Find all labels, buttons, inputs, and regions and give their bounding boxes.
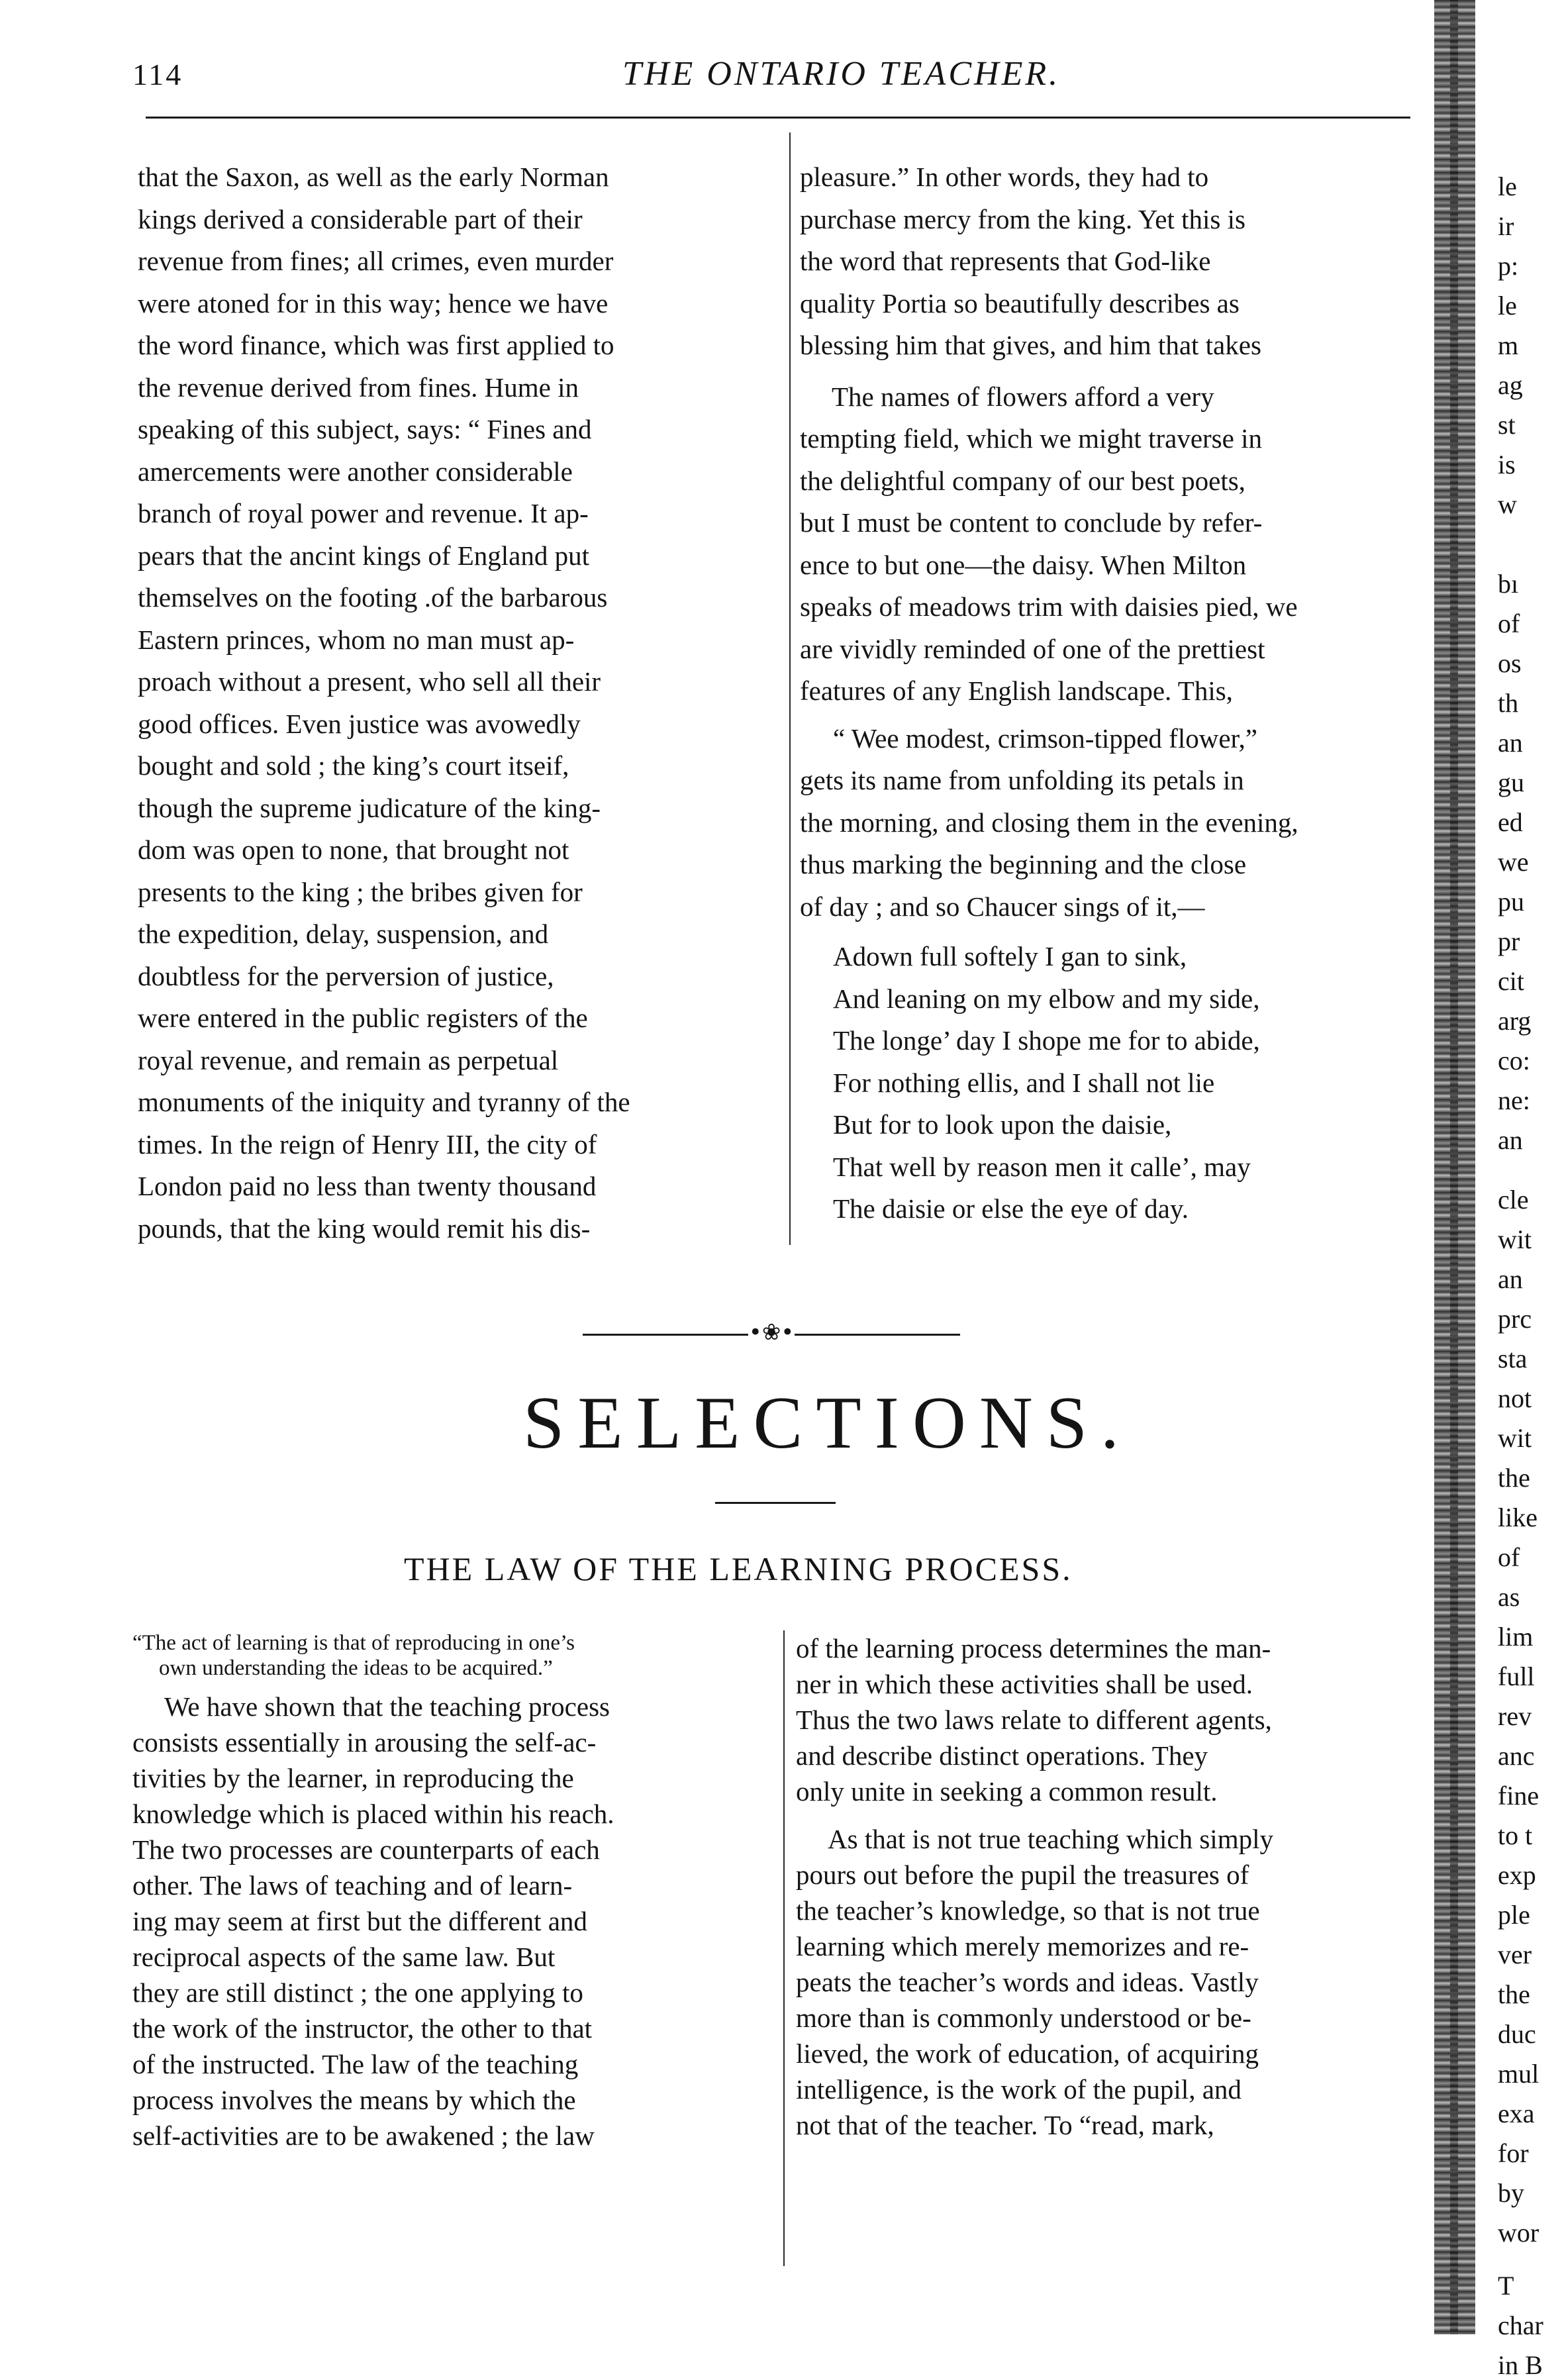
text-line: branch of royal power and revenue. It ap-	[138, 498, 589, 528]
cut-off-text-fragment: pu	[1498, 887, 1524, 917]
cut-off-text-fragment: arg	[1498, 1006, 1532, 1036]
text-line: they are still distinct ; the one applying to	[132, 1977, 583, 2008]
text-line: were entered in the public registers of the	[138, 1003, 588, 1033]
epigraph	[132, 1630, 775, 1681]
text-line: were atoned for in this way; hence we have	[138, 287, 609, 319]
verse-line: The daisie or else the eye of day.	[833, 1193, 1189, 1224]
cut-off-text-fragment: gu	[1498, 768, 1524, 797]
text-line: the word that represents that God-like	[800, 246, 1211, 276]
cut-off-text-fragment: to t	[1498, 1820, 1533, 1850]
cut-off-text-fragment: ver	[1498, 1940, 1532, 1969]
text-line: London paid no less than twenty thousand	[138, 1171, 597, 1201]
text-line: kings derived a considerable part of their	[138, 203, 583, 234]
cut-off-text-fragment: cle	[1498, 1185, 1529, 1215]
text-line: The names of flowers afford a very	[832, 381, 1214, 412]
cut-off-text-fragment: m	[1498, 330, 1519, 360]
cut-off-text-fragment: w	[1498, 489, 1517, 519]
text-line: presents to the king ; the bribes given for	[138, 876, 583, 907]
epigraph-line: “The act of learning is that of reproducing in one’s	[132, 1631, 575, 1655]
text-line: ence to but one—the daisy. When Milton	[800, 549, 1247, 580]
text-line: monuments of the iniquity and tyranny of the	[138, 1087, 630, 1117]
article-title: THE LAW OF THE LEARNING PROCESS.	[404, 1550, 1073, 1587]
cut-off-text-fragment: like	[1498, 1503, 1538, 1532]
page-header	[132, 48, 1410, 107]
cut-off-text-fragment: full	[1498, 1661, 1535, 1691]
body-paragraph	[800, 376, 1430, 713]
cut-off-text-fragment: prc	[1498, 1304, 1532, 1334]
cut-off-text-fragment: the	[1498, 1979, 1530, 2009]
text-line: good offices. Even justice was avowedly	[138, 708, 581, 739]
text-line: the delightful company of our best poets,	[800, 465, 1245, 496]
adjacent-page-edge	[1498, 0, 1562, 2380]
text-line: but I must be content to conclude by refer-	[800, 507, 1263, 538]
column-divider	[783, 1630, 785, 2266]
cut-off-text-fragment: of	[1498, 609, 1520, 638]
text-line: process involves the means by which the	[132, 2085, 576, 2115]
cut-off-text-fragment: we	[1498, 847, 1529, 877]
text-line: of day ; and so Chaucer sings of it,—	[800, 891, 1205, 922]
text-line: lieved, the work of education, of acquiring	[796, 2038, 1259, 2069]
text-line: gets its name from unfolding its petals in	[800, 765, 1244, 795]
cut-off-text-fragment: for	[1498, 2138, 1529, 2168]
text-line: dom was open to none, that brought not	[138, 834, 569, 865]
verse-line: The longe’ day I shope me for to abide,	[833, 1025, 1260, 1056]
cut-off-text-fragment: duc	[1498, 2019, 1536, 2049]
text-line: ing may seem at first but the different and	[132, 1906, 587, 1936]
section-ornament	[583, 1319, 960, 1346]
text-line: tivities by the learner, in reproducing the	[132, 1763, 574, 1793]
text-line: pears that the ancint kings of England put	[138, 540, 590, 571]
cut-off-text-fragment: ple	[1498, 1900, 1530, 1930]
cut-off-text-fragment: ir	[1498, 211, 1514, 241]
text-line: amercements were another considerable	[138, 456, 573, 487]
text-line: bought and sold ; the king’s court itseif,	[138, 750, 569, 781]
text-line: though the supreme judicature of the king-	[138, 792, 601, 823]
cut-off-text-fragment: cit	[1498, 966, 1524, 996]
cut-off-text-fragment: ne:	[1498, 1085, 1530, 1115]
text-line: quality Portia so beautifully describes as	[800, 287, 1240, 319]
binding-edge	[1450, 0, 1458, 2334]
cut-off-text-fragment: bı	[1498, 569, 1519, 599]
text-line: We have shown that the teaching process	[164, 1691, 610, 1722]
header-rule	[146, 117, 1410, 119]
column-divider	[789, 132, 791, 1245]
text-line: pleasure.” In other words, they had to	[800, 162, 1209, 192]
cut-off-text-fragment: ed	[1498, 807, 1523, 837]
text-line: more than is commonly understood or be-	[796, 2003, 1251, 2033]
cut-off-text-fragment: is	[1498, 450, 1516, 479]
cut-off-text-fragment: not	[1498, 1383, 1532, 1413]
text-line: features of any English landscape. This,	[800, 675, 1233, 706]
upper-right-column	[800, 156, 1430, 1230]
text-line: the revenue derived from fines. Hume in	[138, 372, 579, 403]
cut-off-text-fragment: lim	[1498, 1622, 1534, 1652]
page-number: 114	[132, 58, 183, 91]
body-paragraph	[800, 760, 1430, 928]
text-line: blessing him that gives, and him that takes	[800, 330, 1261, 360]
text-line: the work of the instructor, the other to that	[132, 2013, 593, 2044]
text-line: proach without a present, who sell all their	[138, 666, 601, 697]
text-line: the teacher’s knowledge, so that is not true	[796, 1895, 1260, 1926]
section-title: SELECTIONS.	[523, 1382, 1132, 1464]
text-line: ner in which these activities shall be used.	[796, 1669, 1253, 1699]
body-paragraph	[796, 1630, 1433, 1809]
cut-off-text-fragment: mul	[1498, 2059, 1539, 2089]
text-line: purchase mercy from the king. Yet this is	[800, 203, 1245, 234]
verse-line: For nothing ellis, and I shall not lie	[833, 1067, 1215, 1098]
cut-off-text-fragment: wit	[1498, 1423, 1532, 1453]
body-paragraph	[800, 156, 1430, 367]
cut-off-text-fragment: as	[1498, 1582, 1520, 1612]
cut-off-text-fragment: sta	[1498, 1344, 1528, 1373]
text-line: the morning, and closing them in the evening,	[800, 807, 1298, 838]
text-line: knowledge which is placed within his reach.	[132, 1799, 614, 1829]
text-line: are vividly reminded of one of the prettiest	[800, 633, 1265, 664]
text-line: As that is not true teaching which simply	[828, 1824, 1273, 1854]
cut-off-text-fragment: wor	[1498, 2218, 1539, 2248]
lower-left-column	[132, 1630, 775, 2154]
text-line: royal revenue, and remain as perpetual	[138, 1044, 559, 1075]
cut-off-text-fragment: le	[1498, 172, 1517, 201]
text-line: that the Saxon, as well as the early Norman	[138, 162, 609, 192]
text-line: themselves on the footing .of the barbarous	[138, 582, 608, 613]
text-line: other. The laws of teaching and of learn-	[132, 1870, 573, 1901]
cut-off-text-fragment: an	[1498, 1264, 1523, 1294]
quoted-line: “ Wee modest, crimson-tipped flower,”	[833, 722, 1257, 754]
cut-off-text-fragment: os	[1498, 648, 1522, 678]
epigraph-line: own understanding the ideas to be acquired.”	[159, 1656, 553, 1680]
verse-line: That well by reason men it calle’, may	[833, 1151, 1251, 1182]
text-line: self-activities are to be awakened ; the law	[132, 2120, 595, 2151]
verse-line: Adown full softely I gan to sink,	[833, 941, 1187, 971]
running-head: THE ONTARIO TEACHER.	[622, 55, 1061, 93]
text-line: consists essentially in arousing the self-ac-	[132, 1727, 597, 1758]
body-paragraph	[796, 1821, 1433, 2143]
cut-off-text-fragment: by	[1498, 2178, 1524, 2208]
section-rule	[715, 1502, 836, 1504]
text-line: revenue from fines; all crimes, even murder	[138, 246, 614, 276]
cut-off-text-fragment: st	[1498, 410, 1516, 440]
text-line: and describe distinct operations. They	[796, 1740, 1208, 1771]
ornament-rule-left	[583, 1334, 748, 1336]
cut-off-text-fragment: the	[1498, 1463, 1530, 1493]
cut-off-text-fragment: wit	[1498, 1224, 1532, 1254]
text-line: times. In the reign of Henry III, the city of	[138, 1128, 597, 1160]
text-line: of the learning process determines the man-	[796, 1633, 1271, 1663]
text-line: learning which merely memorizes and re-	[796, 1931, 1249, 1961]
body-paragraph	[132, 1689, 775, 2154]
upper-left-column	[138, 156, 780, 1250]
lower-right-column	[796, 1630, 1433, 2143]
cut-off-text-fragment: fine	[1498, 1781, 1539, 1810]
cut-off-text-fragment: pr	[1498, 926, 1520, 956]
text-line: tempting field, which we might traverse in	[800, 423, 1262, 454]
chaucer-verse	[800, 936, 1430, 1230]
text-line: speaking of this subject, says: “ Fines and	[138, 414, 592, 444]
cut-off-text-fragment: ag	[1498, 370, 1523, 400]
text-line: peats the teacher’s words and ideas. Vastly	[796, 1967, 1259, 1997]
fleuron-icon: •❀•	[748, 1319, 795, 1346]
text-line: The two processes are counterparts of each	[132, 1834, 600, 1865]
cut-off-text-fragment: T	[1498, 2271, 1514, 2301]
cut-off-text-fragment: anc	[1498, 1741, 1535, 1771]
cut-off-text-fragment: p:	[1498, 251, 1519, 281]
text-line: thus marking the beginning and the close	[800, 849, 1247, 879]
body-paragraph	[138, 156, 780, 1250]
text-line: intelligence, is the work of the pupil, and	[796, 2074, 1242, 2105]
cut-off-text-fragment: exp	[1498, 1860, 1536, 1890]
text-line: only unite in seeking a common result.	[796, 1776, 1218, 1807]
text-line: not that of the teacher. To “read, mark,	[796, 2110, 1214, 2140]
cut-off-text-fragment: in B	[1498, 2350, 1543, 2380]
cut-off-text-fragment: an	[1498, 1125, 1523, 1155]
text-line: Eastern princes, whom no man must ap-	[138, 624, 575, 655]
cut-off-text-fragment: char	[1498, 2310, 1543, 2340]
text-line: pours out before the pupil the treasures of	[796, 1859, 1249, 1890]
cut-off-text-fragment: rev	[1498, 1701, 1532, 1731]
ornament-rule-right	[795, 1334, 960, 1336]
text-line: reciprocal aspects of the same law. But	[132, 1942, 556, 1972]
text-line: pounds, that the king would remit his dis-	[138, 1213, 591, 1244]
text-line: the expedition, delay, suspension, and	[138, 918, 549, 949]
cut-off-text-fragment: an	[1498, 728, 1523, 758]
text-line: doubtless for the perversion of justice,	[138, 960, 554, 991]
text-line: the word finance, which was first applied to	[138, 330, 614, 360]
cut-off-text-fragment: th	[1498, 688, 1519, 718]
verse-line: But for to look upon the daisie,	[833, 1109, 1172, 1140]
cut-off-text-fragment: of	[1498, 1542, 1520, 1572]
cut-off-text-fragment: le	[1498, 291, 1517, 321]
verse-line: And leaning on my elbow and my side,	[833, 983, 1260, 1014]
cut-off-text-fragment: exa	[1498, 2099, 1535, 2128]
text-line: of the instructed. The law of the teaching	[132, 2049, 579, 2079]
text-line: Thus the two laws relate to different agents,	[796, 1705, 1272, 1735]
cut-off-text-fragment: co:	[1498, 1046, 1530, 1075]
text-line: speaks of meadows trim with daisies pied, we	[800, 591, 1298, 622]
